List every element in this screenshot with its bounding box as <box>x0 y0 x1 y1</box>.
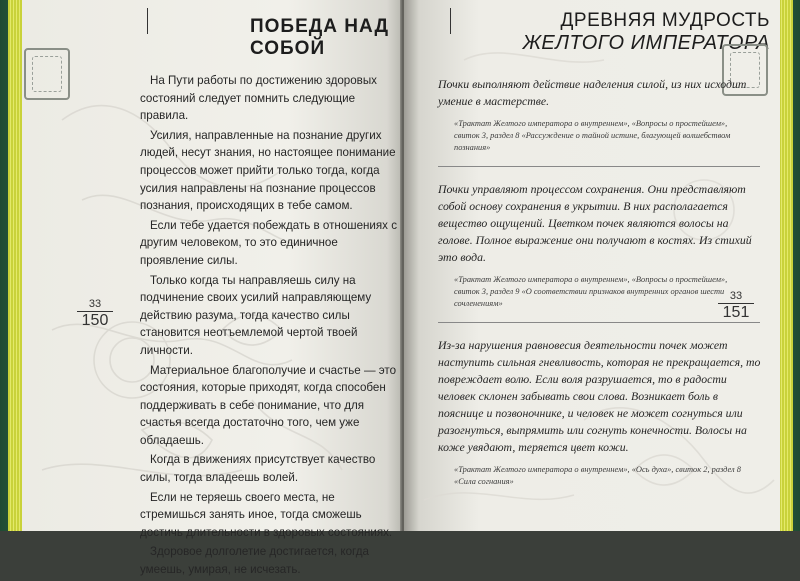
paragraph: Усилия, направленные на познание других людей, несут знания, но настоящее понимание процессов может прийти только тогда, когда усилия направлены на познание процессов познания, происходящих в тебе самом. <box>140 128 396 213</box>
header-divider <box>147 8 148 34</box>
paragraph: Если тебе удается побеждать в отношениях с другим человеком, то это единичное проявление силы. <box>140 218 397 267</box>
quote-citation: «Трактат Желтого императора о внутреннем», «Ось духа», свиток 2, раздел 8 «Сила согнания» <box>454 465 741 486</box>
left-page <box>22 0 402 577</box>
chinese-seal-stamp-icon <box>24 48 70 100</box>
page-title-line-2: ЖЕЛТОГО ИМПЕРАТОРА <box>522 32 770 54</box>
page-number: 150 <box>81 312 109 329</box>
page-number-block <box>77 298 113 330</box>
paragraph: Если не теряешь своего места, не стремишься занять иное, тогда сможешь достичь длительности в здоровых состояниях. <box>140 490 393 539</box>
paragraph: Когда в движениях присутствует качество силы, тогда владеешь волей. <box>140 453 376 485</box>
page-title-line-1: ДРЕВНЯЯ МУДРОСТЬ <box>560 10 770 31</box>
paragraph: Только когда ты направляешь силу на подчинение своих усилий направляющему действию разума, тогда качество силы становится неотъемлемой чертой твоей личности. <box>140 273 372 357</box>
paragraph: На Пути работы по достижению здоровых состояний следует помнить следующие правила. <box>140 74 377 123</box>
quote-paragraph: Почки управляют процессом сохранения. Они представляют собой основу сохранения в укрытии. В них располагается вещество ощущений. Цветком почек являются волосы на голове. Полное выражение они получают в костях. Из стихий это вода. <box>438 182 752 264</box>
quote-paragraph: Почки выполняют действие наделения силой, из них исходит умение в мастерстве. <box>438 77 747 108</box>
paragraph: Материальное благополучие и счастье — это состояния, которые приходят, когда способен поддерживать в себе понимание, что для счастья всегда достаточно того, чем уже обладаешь. <box>140 363 397 447</box>
body-text <box>438 76 764 488</box>
body-text <box>140 72 400 581</box>
section-number: 33 <box>718 290 754 304</box>
section-number: 33 <box>77 298 113 312</box>
page-edges-right <box>779 0 793 531</box>
quote-paragraph: Из-за нарушения равновесия деятельности почек может наступить сильная гневливость, которая не прекращается, то повреждает волю. Если воля разрушается, то в радости человек склонен забывать свои слова. Возникает боль в пояснице и позвоночнике, и человек не может согнуться или разогнуться, выпрямить или согнуть конечности. Волосы на коже увядают, теряется цвет кожи. <box>438 338 761 454</box>
quote-citation: «Трактат Желтого императора о внутреннем», «Вопросы о простейшем», свиток 3, раздел 9 «О соответствии признаков внутренних органов шести сочленениям» <box>454 275 728 308</box>
page-title: ПОБЕДА НАД СОБОЙ <box>250 16 389 59</box>
paragraph: Здоровое долголетие достигается, когда умеешь, умирая, не исчезать. <box>140 545 369 577</box>
page-edges-left <box>8 0 22 531</box>
quote-citation: «Трактат Желтого императора о внутреннем», «Вопросы о простейшем», свиток 3, раздел 8 «Рассуждение о тайной истине, благующей волшебством познания» <box>454 119 731 152</box>
header-divider <box>450 8 451 34</box>
right-page <box>404 0 780 531</box>
page-number: 151 <box>722 304 750 321</box>
divider-rule <box>438 166 760 167</box>
divider-rule <box>438 322 760 323</box>
